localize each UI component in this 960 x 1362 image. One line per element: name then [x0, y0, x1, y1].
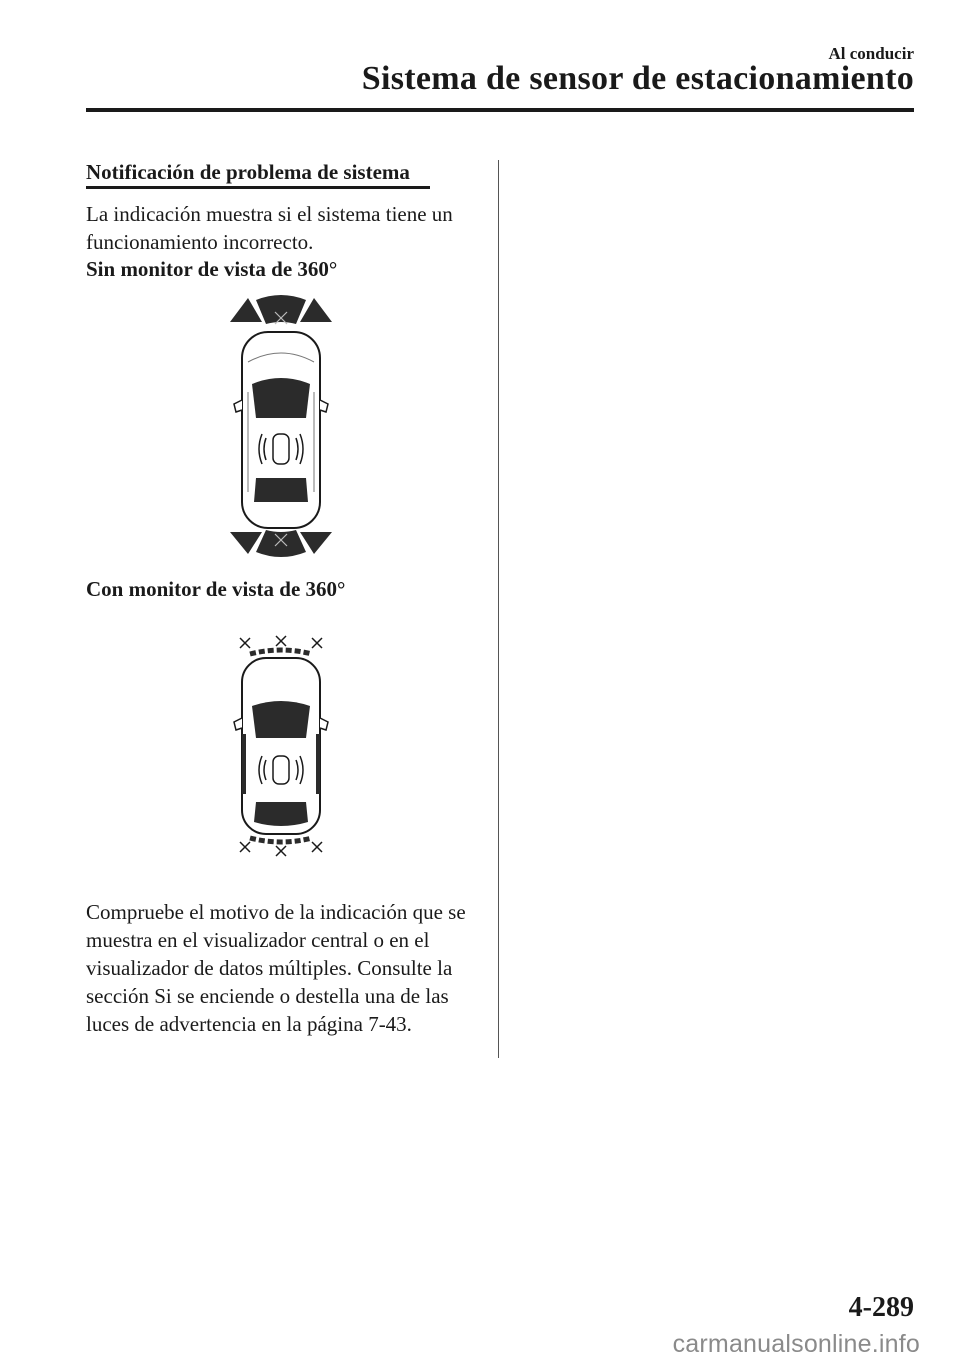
windshield — [252, 701, 310, 738]
right-mirror — [320, 400, 328, 412]
right-side-strip — [316, 734, 320, 794]
rear-center-sensor-zone — [256, 530, 306, 557]
rear-sensor-strip — [250, 838, 312, 842]
subheading-underline — [86, 186, 430, 189]
front-sensor-marks — [240, 636, 322, 648]
intro-paragraph: La indicación muestra si el sistema tiene un funcionamiento incorrecto. — [86, 202, 453, 254]
windshield — [252, 378, 310, 418]
rear-window — [254, 478, 308, 502]
page-number: 4-289 — [848, 1292, 914, 1323]
front-center-sensor-zone — [256, 295, 306, 324]
watermark-text: carmanualsonline.info — [672, 1330, 920, 1358]
right-mirror — [320, 718, 328, 730]
figure2-caption: Con monitor de vista de 360° — [86, 577, 346, 601]
left-mirror — [234, 718, 242, 730]
section-label: Al conducir — [828, 44, 914, 63]
left-side-strip — [242, 734, 246, 794]
subheading: Notificación de problema de sistema — [86, 160, 410, 184]
chapter-title: Sistema de sensor de estacionamiento — [361, 60, 914, 97]
car-sensor-diagram-with-360 — [226, 634, 336, 858]
car-sensor-diagram-without-360 — [226, 292, 336, 560]
left-mirror — [234, 400, 242, 412]
instructions-paragraph: Compruebe el motivo de la indicación que se muestra en el visualizador central o en el visualizador de datos múltiples. Consulte la sección Si se enciende o destella una de las luces de advertencia en la página 7-43. — [86, 900, 466, 1036]
figure1-caption: Sin monitor de vista de 360° — [86, 257, 338, 281]
rear-window — [254, 802, 308, 826]
column-divider — [498, 160, 499, 1058]
front-sensor-strip — [250, 650, 312, 654]
header-rule — [86, 108, 914, 112]
